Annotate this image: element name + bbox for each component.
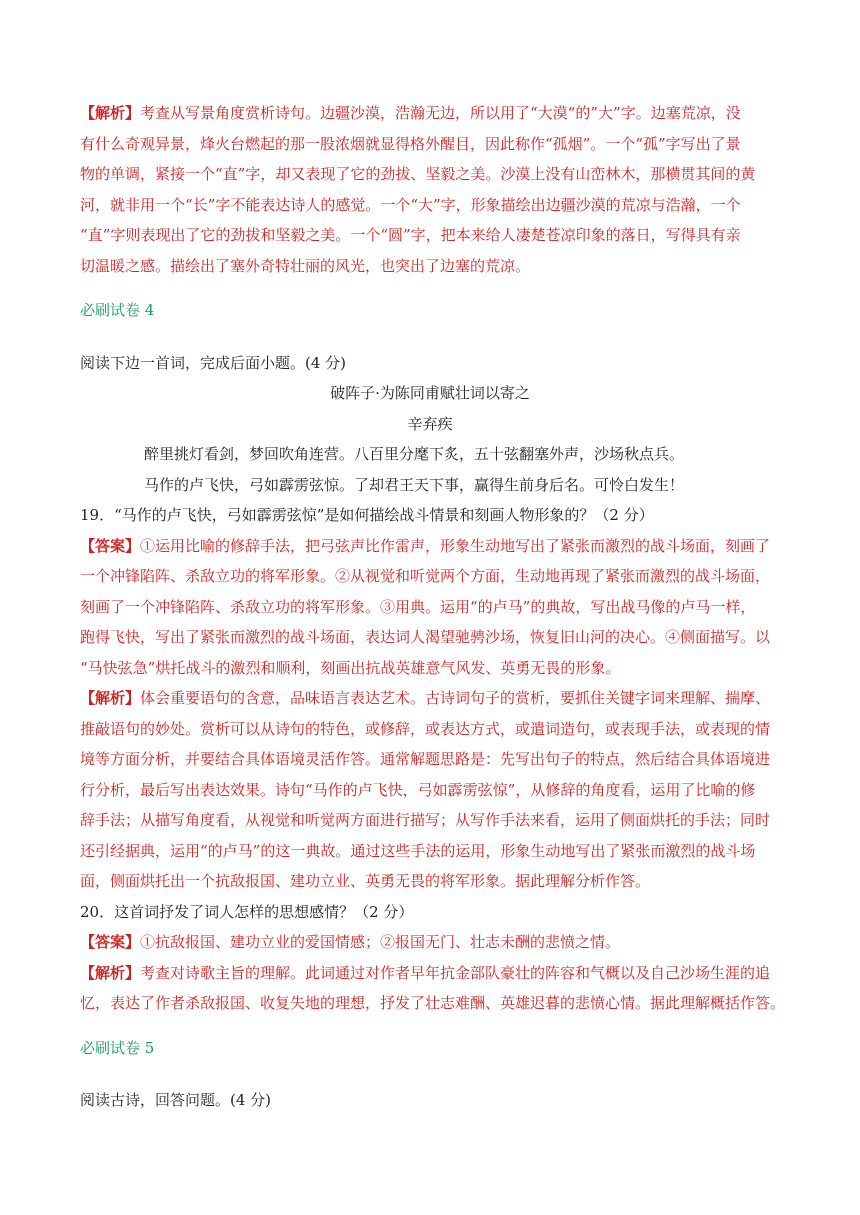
section-title-4: 必刷试卷 4 [80,301,155,319]
poem-author: 辛弃疾 [407,414,453,433]
answer-tag: 【答案】 [80,933,141,951]
analysis-tag: 【解析】 [80,963,141,982]
answer-block-19 [80,531,780,684]
analysis-line: 【解析】考查对诗歌主旨的理解。此词通过对作者早年抗金部队豪壮的阵容和气概以及自己沙场生涯的追 [80,963,771,982]
section-intro: 阅读下边一首词，完成后面小题。(4 分) [80,353,347,372]
answer-line: 一个冲锋陷阵、杀敌立功的将军形象。②从视觉和听觉两个方面，生动地再现了紧张而激烈的战斗场面， [80,567,771,585]
question-19: 19．“马作的卢飞快，弓如霹雳弦惊”是如何描绘战斗情景和刻画人物形象的？（2 分） [80,506,654,524]
analysis-line: 物的单调，紧接一个“直”字，却又表现了它的劲拔、坚毅之美。沙漠上没有山峦林木，那横贯其间的黄 [80,165,756,183]
section-title-5: 必刷试卷 5 [80,1038,155,1057]
answer-line-20: 【答案】①抗敌报国、建功立业的爱国情感；②报国无门、壮志未酬的悲愤之情。 [80,933,621,951]
analysis-line: 忆，表达了作者杀敌报国、收复失地的理想，抒发了壮志难酬、英雄迟暮的悲愤心情。据此理解概括作答。 [80,994,786,1012]
analysis-block-20 [80,958,786,1019]
poem-line: 马作的卢飞快，弓如霹雳弦惊。了却君王天下事，赢得生前身后名。可怜白发生！ [144,475,685,494]
analysis-block-19 [80,683,780,897]
analysis-line: 面，侧面烘托出一个抗敌报国、建功立业、英勇无畏的将军形象。据此理解分析作答。 [80,872,651,890]
answer-line: 【答案】①运用比喻的修辞手法，把弓弦声比作雷声，形象生动地写出了紧张而激烈的战斗场面，刻画了 [80,536,771,555]
analysis-line: “直”字则表现出了它的劲拔和坚毅之美。一个“圆”字，把本来给人凄楚苍凉印象的落日，写得具有亲 [80,226,741,244]
poem-line: 醉里挑灯看剑，梦回吹角连营。八百里分麾下炙，五十弦翻塞外声，沙场秋点兵。 [144,445,685,463]
analysis-tag: 【解析】 [80,104,141,122]
answer-tag: 【答案】 [80,536,141,555]
analysis-line: 行分析，最后写出表达效果。诗句“马作的卢飞快，弓如霹雳弦惊”，从修辞的角度看，运用了比喻的修 [80,780,756,799]
answer-line: “马快弦急”烘托战斗的激烈和顺利，刻画出抗战英雄意气风发、英勇无畏的形象。 [80,658,621,677]
poem-title: 破阵子·为陈同甫赋壮词以寄之 [330,384,530,402]
analysis-line: 切温暖之感。描绘出了塞外奇特壮丽的风光，也突出了边塞的荒凉。 [80,256,531,275]
analysis-line: 境等方面分析，并要结合具体语境灵活作答。通常解题思路是：先写出句子的特点，然后结合具体语境进 [80,750,771,768]
analysis-line: 辞手法；从描写角度看，从视觉和听觉两方面进行描写；从写作手法来看，运用了侧面烘托的手法；同时 [80,811,771,829]
analysis-line: 河，就非用一个“长”字不能表达诗人的感觉。一个“大”字，形象描绘出边疆沙漠的荒凉与浩瀚，一个 [80,195,741,214]
analysis-line: 【解析】考查从写景角度赏析诗句。边疆沙漠，浩瀚无边，所以用了“大漠“的”大”字。边塞荒凉，没 [80,104,741,122]
answer-line: 刻画了一个冲锋陷阵、杀敌立功的将军形象。③用典。运用“的卢马”的典故，写出战马像的卢马一样， [80,597,756,616]
analysis-tag: 【解析】 [80,689,141,707]
analysis-line: 【解析】体会重要语句的含意，品味语言表达艺术。古诗词句子的赏析，要抓住关键字词来理解、揣摩、 [80,689,771,707]
analysis-block-previous [80,98,780,281]
question-20: 20．这首词抒发了词人怎样的思想感情？（2 分） [80,902,414,921]
section-intro: 阅读古诗，回答问题。(4 分) [80,1091,272,1109]
document-page [80,98,786,1116]
analysis-line: 推敲语句的妙处。赏析可以从诗句的特色，或修辞，或表达方式，或遣词造句，或表现手法，或表现的情 [80,719,771,738]
analysis-line: 还引经据典，运用“的卢马”的这一典故。通过这些手法的运用，形象生动地写出了紧张而激烈的战斗场 [80,841,756,860]
answer-line: 跑得飞快，写出了紧张而激烈的战斗场面，表达词人渴望驰骋沙场，恢复旧山河的决心。④侧面描写。以 [80,628,771,646]
analysis-line: 有什么奇观异景，烽火台燃起的那一股浓烟就显得格外醒目，因此称作“孤烟”。一个“孤”字写出了景 [80,134,741,153]
